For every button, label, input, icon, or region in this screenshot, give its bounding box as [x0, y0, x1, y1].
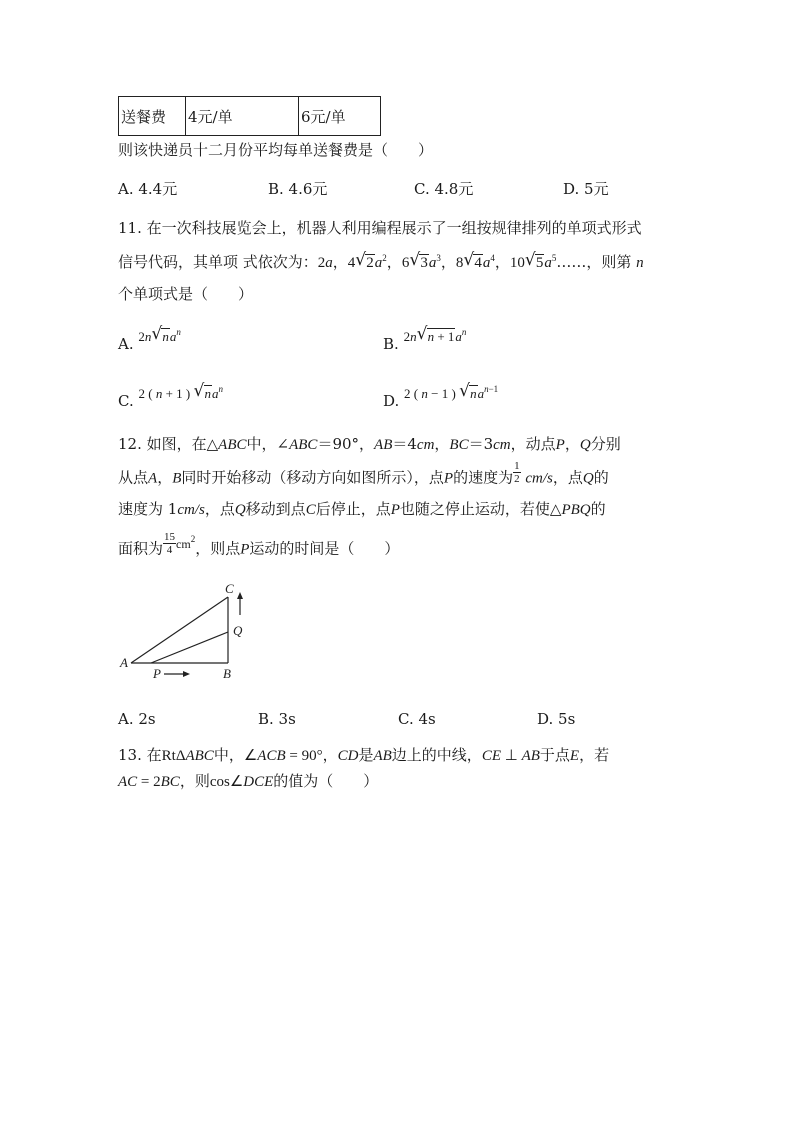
table-cell: 4元/单 — [186, 97, 299, 136]
arrow-head-right — [183, 671, 190, 677]
label-q: Q — [233, 623, 243, 638]
label-p: P — [153, 666, 161, 681]
segment-pq — [151, 632, 228, 663]
table-cell: 6元/单 — [299, 97, 381, 136]
q10-option-d: D. 5元 — [563, 180, 609, 198]
q10-option-b: B. 4.6元 — [268, 180, 328, 198]
segment-ac — [131, 597, 228, 663]
q10-option-c: C. 4.8元 — [414, 180, 474, 198]
q11-line1: 11. 在一次科技展览会上，机器人利用编程展示了一组按规律排列的单项式形式 — [118, 219, 642, 237]
q12-option-d: D. 5s — [537, 710, 576, 728]
q11-option-b: B. 2n√ $n + 1a^n$ — [383, 334, 466, 355]
q11-line2: 信号代码，其单项 式依次为：2a，4√ $2a^2$，6√ $3a^3$，8√ $4a^4$，10√ $5a^5\dots\dots$，则第 n — [118, 252, 644, 273]
q11-line3: 个单项式是（ ） — [118, 285, 254, 303]
q12-option-a: A. 2s — [118, 710, 156, 728]
table-row — [119, 97, 381, 136]
table-cell: 送餐费 — [119, 97, 186, 136]
q13-line2: AC = 2BC，则cos∠DCE的值为（ ） — [118, 772, 379, 790]
q11-option-a: A. 2n√ $na^n$ — [118, 334, 181, 355]
q12-line3: 速度为 1cm/s，点Q移动到点C后停止，点P也随之停止运动，若使△PBQ的 — [118, 500, 606, 518]
q11-option-c: C. 2 ( n + 1 ) √ $na^n$ — [118, 391, 223, 412]
q12-line4: 面积为 $\frac{15}{4}$ $^{cm^2}$，则点P运动的时间是（ ） — [118, 531, 400, 558]
label-c: C — [225, 581, 234, 596]
q10-stem: 则该快递员十二月份平均每单送餐费是（ ） — [118, 141, 434, 159]
label-a: A — [120, 655, 128, 670]
q12-line2: 从点A，B同时开始移动（移动方向如图所示），点P的速度为 $\frac{1}{2}$ cm/s，点Q的 — [118, 460, 609, 487]
q12-line1: 12. 如图，在△ABC中，∠ABC＝90°，AB＝4cm，BC＝3cm，动点P，Q分别 — [118, 435, 621, 453]
q10-option-a: A. 4.4元 — [118, 180, 178, 198]
q12-option-c: C. 4s — [398, 710, 436, 728]
fee-table — [118, 96, 381, 136]
q13-line1: 13. 在RtΔABC中，∠ACB = 90°，CD是AB边上的中线，CE ⊥ AB于点E，若 — [118, 746, 610, 764]
label-b: B — [223, 666, 231, 681]
arrow-head-up — [237, 592, 243, 599]
q12-triangle-figure — [112, 578, 262, 683]
q12-option-b: B. 3s — [258, 710, 296, 728]
q11-option-d: D. 2 ( n − 1 ) √ $na^{n-1}$ — [383, 391, 498, 412]
